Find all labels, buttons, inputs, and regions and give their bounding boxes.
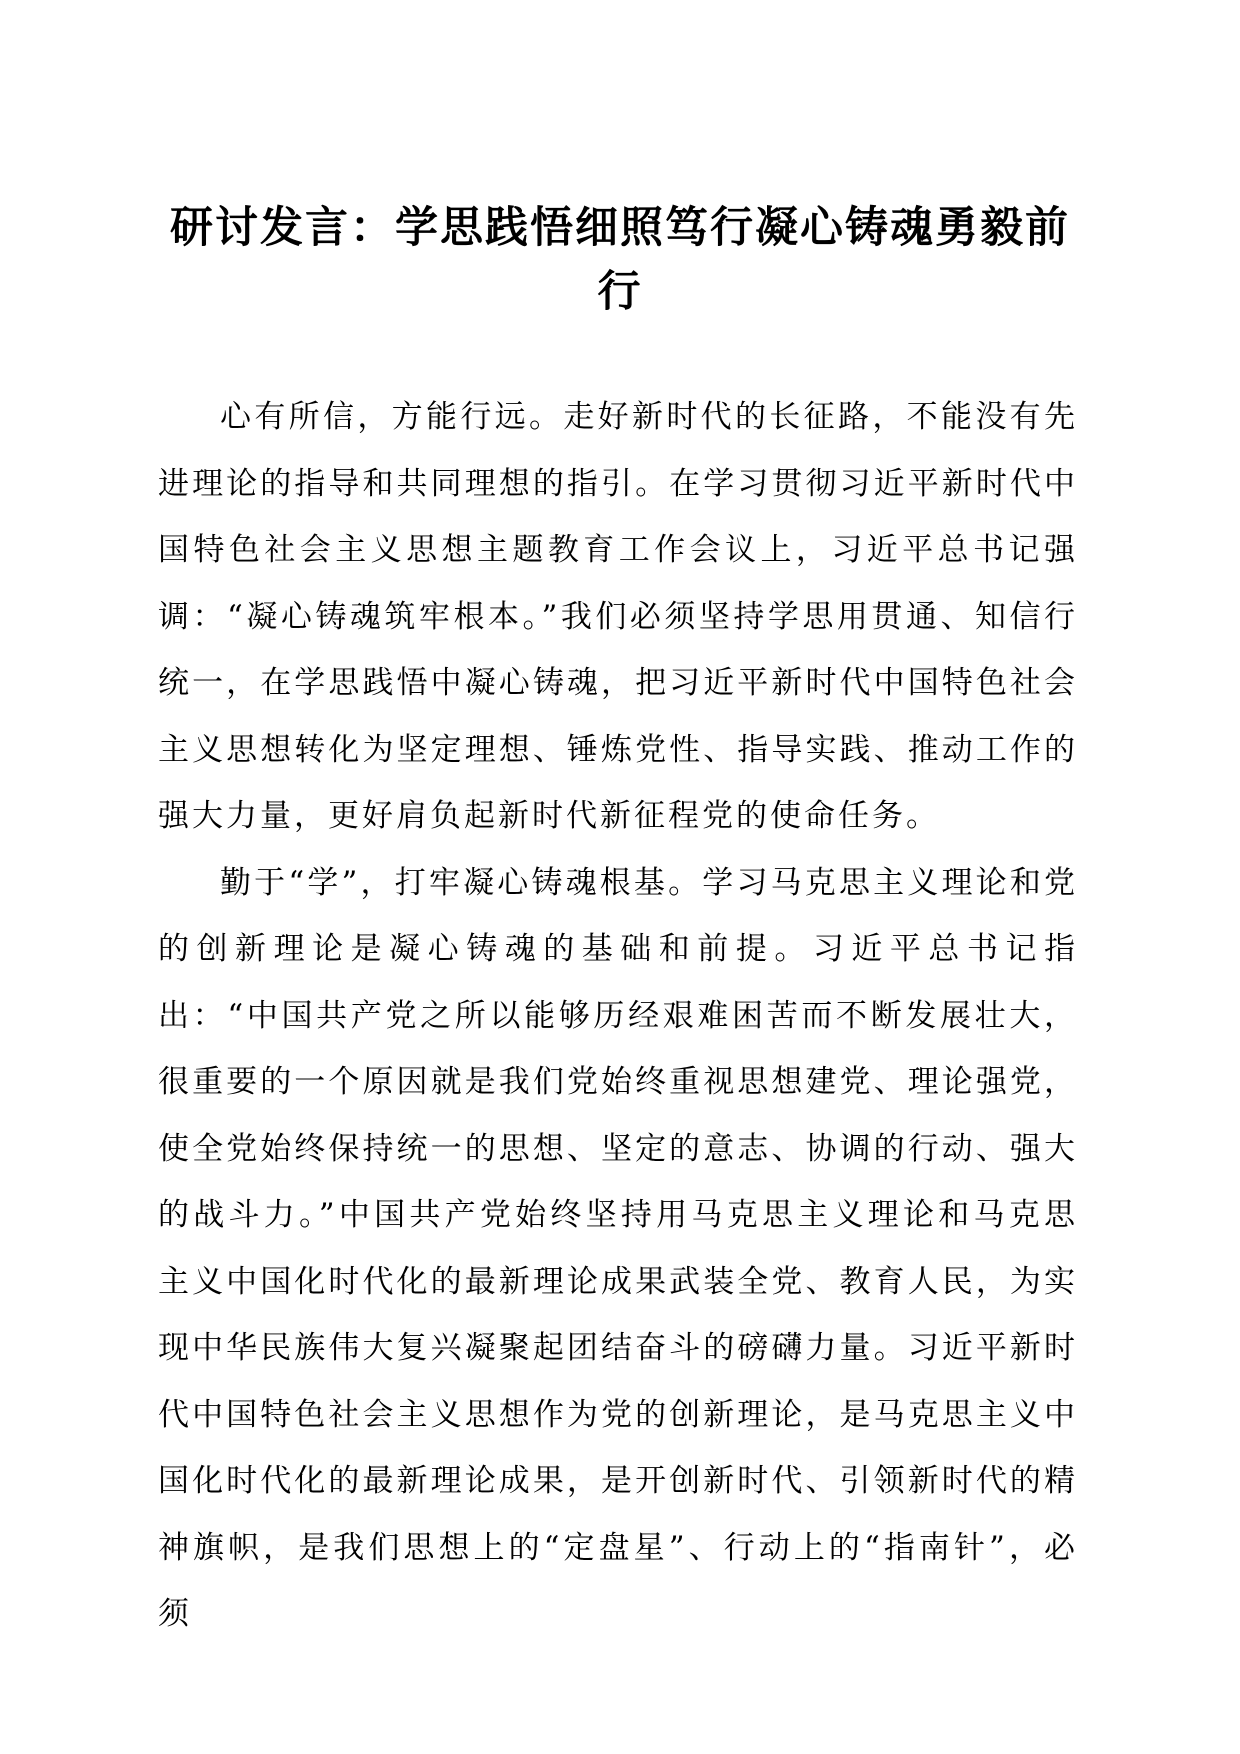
title-line-1: 研讨发言：学思践悟细照笃行凝心铸魂勇毅前 bbox=[170, 203, 1070, 253]
document-body bbox=[158, 384, 1078, 1648]
title-line-2: 行 bbox=[597, 267, 643, 317]
paragraph-2: 勤于“学”，打牢凝心铸魂根基。学习马克思主义理论和党的创新理论是凝心铸魂的基础和前提。习近平总书记指出：“中国共产党之所以能够历经艰难困苦而不断发展壮大，很重要的一个原因就是我们党始终重视思想建党、理论强党，使全党始终保持统一的思想、坚定的意志、协调的行动、强大的战斗力。”中国共产党始终坚持用马克思主义理论和马克思主义中国化时代化的最新理论成果武装全党、教育人民，为实现中华民族伟大复兴凝聚起团结奋斗的磅礴力量。习近平新时代中国特色社会主义思想作为党的创新理论，是马克思主义中国化时代化的最新理论成果，是开创新时代、引领新时代的精神旗帜，是我们思想上的“定盘星”、行动上的“指南针”，必须 bbox=[158, 864, 1078, 1632]
paragraph-1: 心有所信，方能行远。走好新时代的长征路，不能没有先进理论的指导和共同理想的指引。在学习贯彻习近平新时代中国特色社会主义思想主题教育工作会议上，习近平总书记强调：“凝心铸魂筑牢根本。”我们必须坚持学思用贯通、知信行统一，在学思践悟中凝心铸魂，把习近平新时代中国特色社会主义思想转化为坚定理想、锤炼党性、指导实践、推动工作的强大力量，更好肩负起新时代新征程党的使命任务。 bbox=[158, 399, 1078, 834]
document-title bbox=[150, 196, 1090, 324]
